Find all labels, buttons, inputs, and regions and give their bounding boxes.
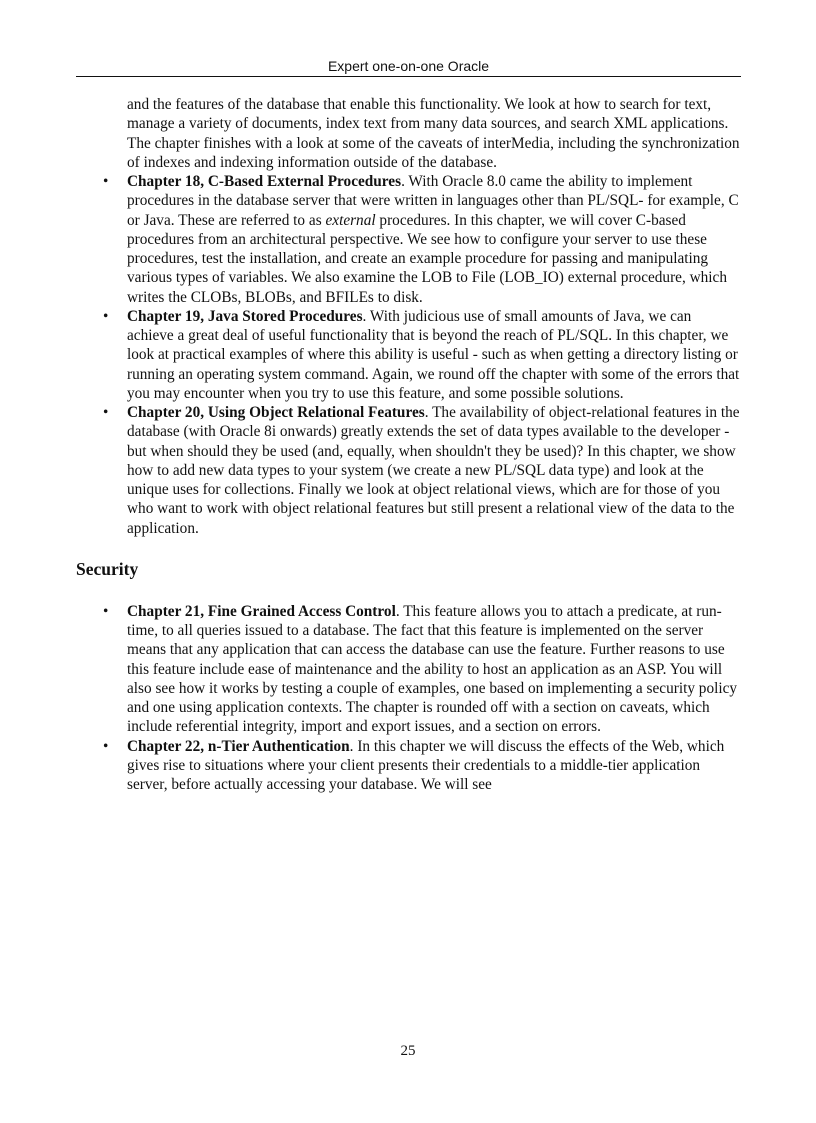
bullet-icon: • bbox=[103, 602, 109, 620]
list-item-ch19 bbox=[76, 307, 741, 403]
bullet-icon: • bbox=[103, 737, 109, 755]
chapter-emphasis: external bbox=[325, 211, 376, 229]
chapter-list-2 bbox=[76, 602, 741, 795]
chapter-text: procedures. In this chapter, we will cover C-based procedures from an architectural perspective. We see how to configure your server to use these procedures, test the installation, and create an example procedure for passing and manipulating various types of variables. We also examine the LOB to File (LOB_IO) external procedure, which writes the CLOBs, BLOBs, and BFILEs to disk. bbox=[127, 211, 727, 306]
chapter-text: . The availability of object-relational features in the database (with Oracle 8i onwards) greatly extends the set of data types available to the developer - but when should they be used (and, equally, when shouldn't they be used)? In this chapter, we show how to add new data types to your system (we create a new PL/SQL data type) and look at the unique uses for collections. Finally we look at object relational views, which are for those of you who want to work with object relational features but still present a relational view of the data to the application. bbox=[127, 404, 740, 537]
section-heading: Security bbox=[76, 558, 139, 579]
page-body bbox=[76, 95, 741, 794]
list-item-ch21 bbox=[76, 602, 741, 737]
chapter-title: Chapter 19, Java Stored Procedures bbox=[127, 307, 363, 325]
list-item-ch20 bbox=[76, 403, 741, 538]
intro-paragraph: and the features of the database that enable this functionality. We look at how to search for text, manage a variety of documents, index text from many data sources, and search XML applications. The chapter finishes with a look at some of the caveats of interMedia, including the synchronization of indexes and indexing information outside of the database. bbox=[127, 96, 740, 171]
list-item-ch22 bbox=[76, 737, 741, 795]
chapter-text: . In this chapter we will discuss the effects of the Web, which gives rise to situations where your client presents their credentials to a middle-tier application server, before actually accessing your database. We will see bbox=[127, 737, 725, 793]
bullet-icon: • bbox=[103, 404, 109, 421]
chapter-text: . With judicious use of small amounts of Java, we can achieve a great deal of useful functionality that is beyond the reach of PL/SQL. In this chapter, we look at practical examples of where this ability is useful - such as when getting a directory listing or running an operating system command. Again, we round off the chapter with some of the errors that you may encounter when you try to use this feature, and some possible solutions. bbox=[127, 307, 740, 402]
bullet-icon: • bbox=[103, 307, 109, 325]
bullet-icon: • bbox=[103, 173, 109, 190]
running-header: Expert one-on-one Oracle bbox=[327, 58, 490, 74]
list-item-ch18 bbox=[76, 172, 741, 307]
page-number: 25 bbox=[400, 1043, 416, 1059]
chapter-text: . This feature allows you to attach a predicate, at run-time, to all queries issued to a database. The fact that this feature is implemented on the server means that any application that can access the database can use the feature. Further reasons to use this feature include ease of maintenance and the ability to host an application as an ASP. You will also see how it works by testing a couple of examples, one based on implementing a security policy and one using application contexts. The chapter is rounded off with a section on caveats, which include referential integrity, import and export issues, and a section on errors. bbox=[127, 602, 738, 736]
chapter-list-1 bbox=[76, 172, 741, 538]
chapter-title: Chapter 18, C-Based External Procedures bbox=[127, 173, 402, 190]
header-rule bbox=[76, 76, 741, 77]
chapter-text: . With Oracle 8.0 came the ability to implement procedures in the database server that were written in languages other than PL/SQL- for example, C or Java. These are referred to as bbox=[127, 173, 739, 229]
chapter-title: Chapter 22, n-Tier Authentication bbox=[127, 737, 350, 755]
chapter-title: Chapter 20, Using Object Relational Features bbox=[127, 404, 425, 421]
chapter-title: Chapter 21, Fine Grained Access Control bbox=[127, 602, 396, 620]
